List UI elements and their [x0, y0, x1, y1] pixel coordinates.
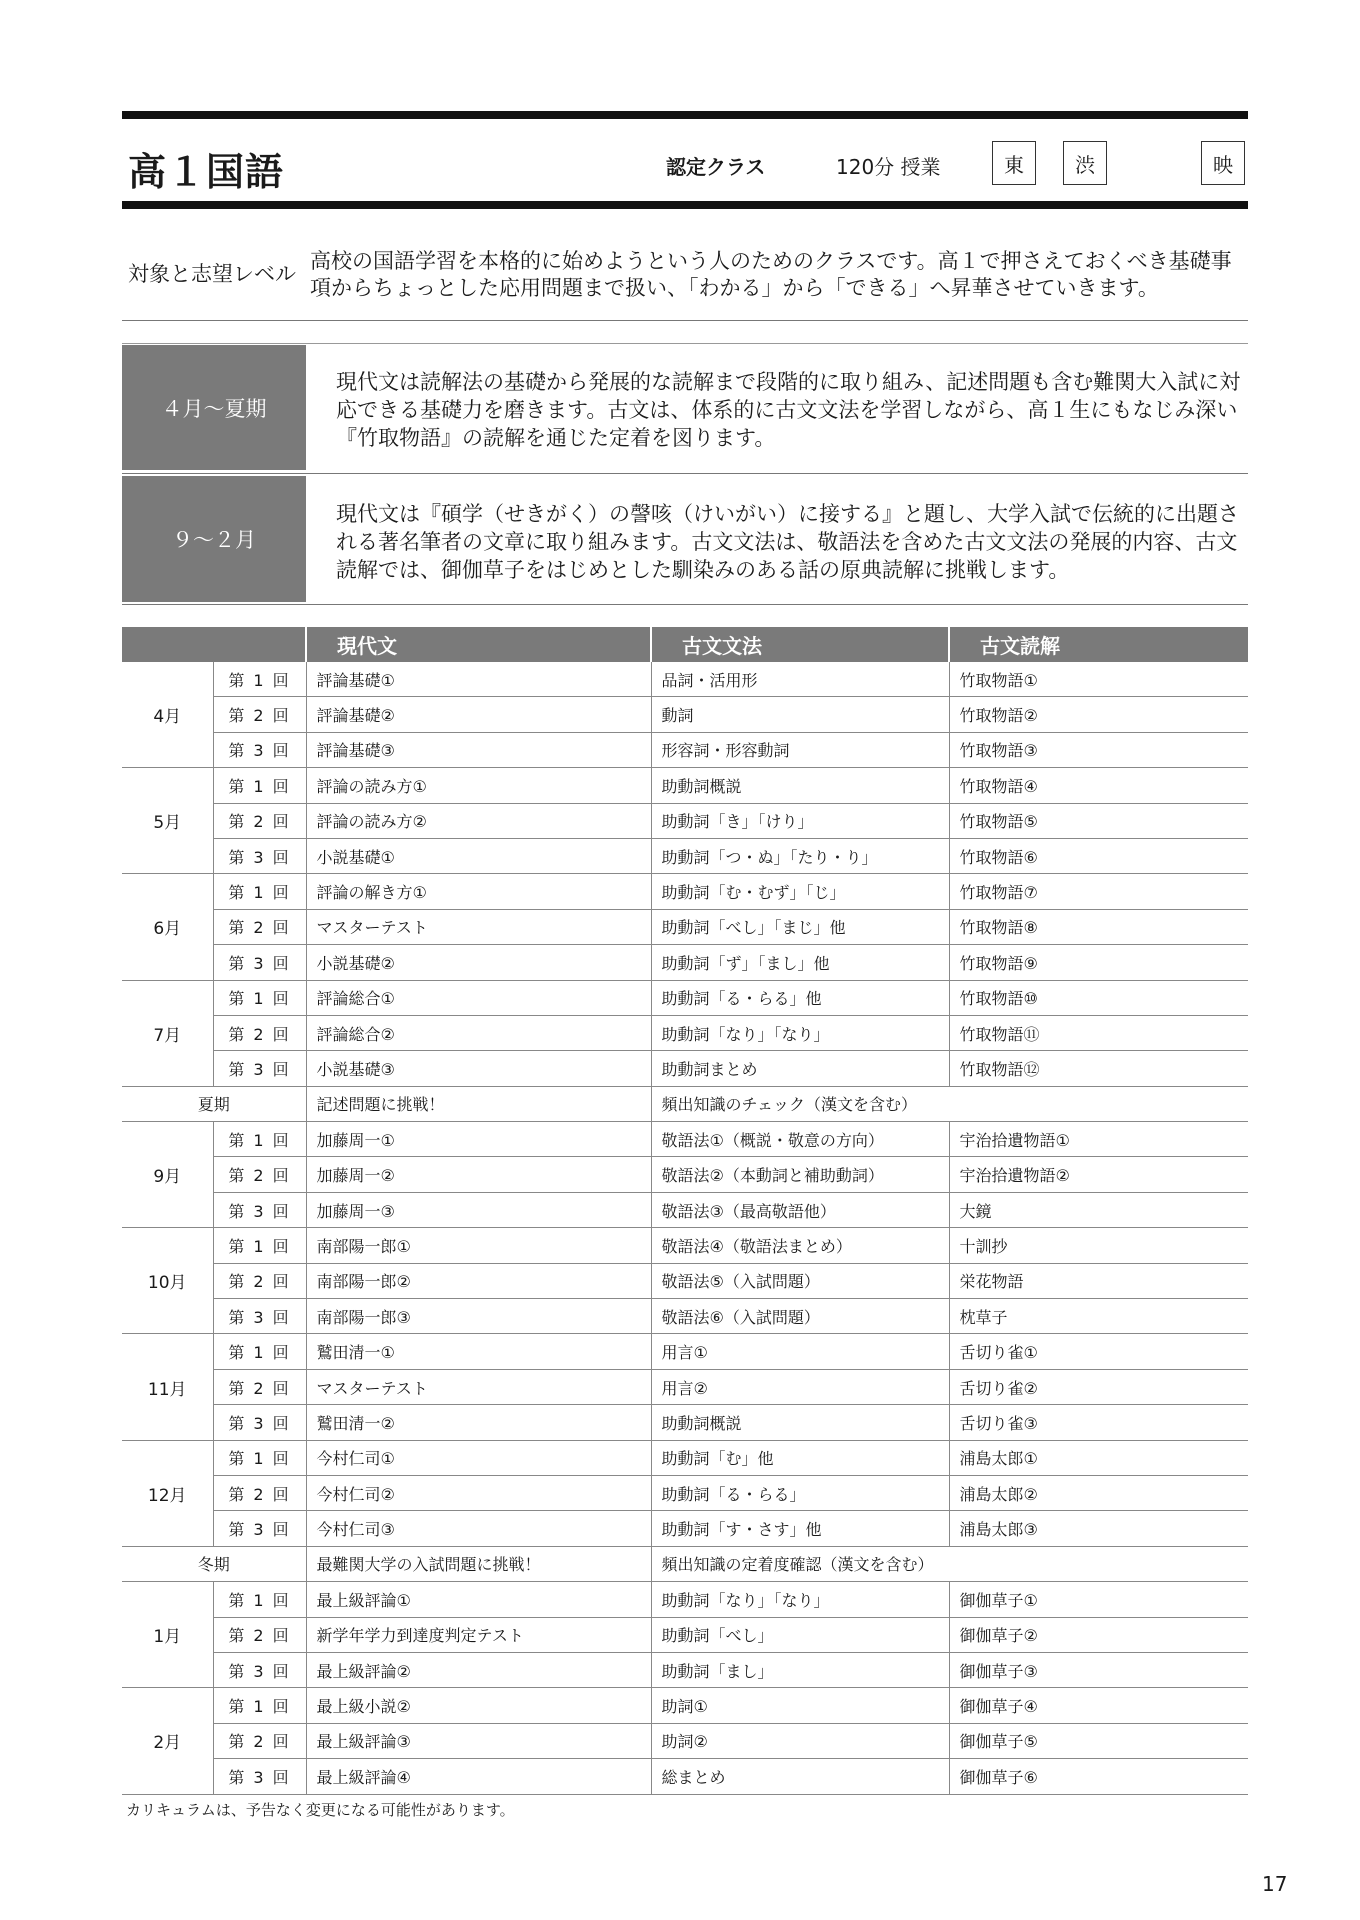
- kobun-dokkai-cell: 浦島太郎②: [949, 1475, 1248, 1510]
- gendaibun-cell: 小説基礎③: [306, 1051, 651, 1086]
- divider: [122, 604, 1248, 605]
- kobun-dokkai-cell: 御伽草子⑥: [949, 1759, 1248, 1794]
- kobun-bunpo-cell: 助動詞概説: [651, 768, 949, 803]
- kobun-dokkai-cell: 舌切り雀③: [949, 1405, 1248, 1440]
- session-label: 第 1 回: [213, 1582, 306, 1617]
- header-kobun-dokkai: 古文読解: [949, 627, 1248, 662]
- kobun-bunpo-cell: 敬語法⑤（入試問題）: [651, 1263, 949, 1298]
- gendaibun-cell: 今村仁司①: [306, 1440, 651, 1475]
- session-label: 第 1 回: [213, 1440, 306, 1475]
- period-label: ９～２月: [122, 476, 306, 602]
- table-row: [122, 1086, 1248, 1121]
- kobun-dokkai-cell: 大鏡: [949, 1192, 1248, 1227]
- table-row: [122, 732, 1248, 767]
- table-row: [122, 874, 1248, 909]
- month-label: 12月: [122, 1440, 213, 1546]
- table-row: [122, 1334, 1248, 1369]
- gendaibun-cell: 評論の読み方②: [306, 803, 651, 838]
- period-description: 現代文は読解法の基礎から発展的な読解まで段階的に取り組み、記述問題も含む難関大入試に対応できる基礎力を磨きます。古文は、体系的に古文文法を学習しながら、高１生にもなじみ深い『竹取物語』の読解を通じた定着を図ります。: [336, 370, 1241, 450]
- course-header: [122, 111, 1248, 209]
- gendaibun-cell: 評論基礎②: [306, 697, 651, 732]
- kobun-dokkai-cell: 竹取物語⑩: [949, 980, 1248, 1015]
- kobun-dokkai-cell: 竹取物語⑤: [949, 803, 1248, 838]
- kobun-bunpo-cell: 形容詞・形容動詞: [651, 732, 949, 767]
- kobun-bunpo-cell: 用言①: [651, 1334, 949, 1369]
- campus-badge: 渋: [1063, 141, 1107, 185]
- kobun-dokkai-cell: 十訓抄: [949, 1228, 1248, 1263]
- kobun-dokkai-cell: 御伽草子②: [949, 1617, 1248, 1652]
- month-label: 11月: [122, 1334, 213, 1440]
- session-label: 第 2 回: [213, 803, 306, 838]
- kobun-bunpo-cell: 敬語法①（概説・敬意の方向）: [651, 1122, 949, 1157]
- kobun-dokkai-cell: 舌切り雀①: [949, 1334, 1248, 1369]
- session-label: 第 1 回: [213, 1334, 306, 1369]
- month-label: 6月: [122, 874, 213, 980]
- kobun-dokkai-cell: 竹取物語⑫: [949, 1051, 1248, 1086]
- gendaibun-cell: 加藤周一①: [306, 1122, 651, 1157]
- session-label: 第 3 回: [213, 1405, 306, 1440]
- month-label: 7月: [122, 980, 213, 1086]
- kobun-bunpo-cell: 助詞②: [651, 1723, 949, 1758]
- gendaibun-cell: 評論基礎③: [306, 732, 651, 767]
- kobun-dokkai-cell: 御伽草子①: [949, 1582, 1248, 1617]
- kobun-bunpo-cell: 助動詞「べし」「まじ」他: [651, 909, 949, 944]
- session-label: 第 1 回: [213, 1688, 306, 1723]
- page-number: 17: [1262, 1872, 1288, 1896]
- session-label: 第 1 回: [213, 1228, 306, 1263]
- session-label: 第 3 回: [213, 1511, 306, 1546]
- header-blank: [122, 627, 306, 662]
- kobun-bunpo-cell: 助動詞「る・らる」他: [651, 980, 949, 1015]
- gendaibun-cell: 南部陽一郎①: [306, 1228, 651, 1263]
- course-title: 高１国語: [128, 150, 285, 194]
- table-row: [122, 838, 1248, 873]
- session-label: 第 2 回: [213, 909, 306, 944]
- table-row: [122, 803, 1248, 838]
- table-row: [122, 1192, 1248, 1227]
- gendaibun-cell: 南部陽一郎③: [306, 1299, 651, 1334]
- table-header-row: [122, 627, 1248, 662]
- header-kobun-bunpo: 古文文法: [651, 627, 949, 662]
- term-label: 冬期: [122, 1546, 306, 1581]
- curriculum-table: [122, 627, 1248, 1795]
- kobun-dokkai-cell: 竹取物語④: [949, 768, 1248, 803]
- gendaibun-cell: 評論の解き方①: [306, 874, 651, 909]
- gendaibun-cell: 最難関大学の入試問題に挑戦！: [306, 1546, 651, 1581]
- session-label: 第 3 回: [213, 1051, 306, 1086]
- table-row: [122, 909, 1248, 944]
- kobun-bunpo-cell: 助動詞「べし」: [651, 1617, 949, 1652]
- session-label: 第 2 回: [213, 1475, 306, 1510]
- table-row: [122, 1511, 1248, 1546]
- gendaibun-cell: 今村仁司③: [306, 1511, 651, 1546]
- kobun-bunpo-cell: 総まとめ: [651, 1759, 949, 1794]
- kobun-dokkai-cell: 栄花物語: [949, 1263, 1248, 1298]
- table-row: [122, 1051, 1248, 1086]
- table-row: [122, 768, 1248, 803]
- table-row: [122, 1617, 1248, 1652]
- kobun-bunpo-cell: 動詞: [651, 697, 949, 732]
- session-label: 第 3 回: [213, 838, 306, 873]
- kobun-dokkai-cell: 竹取物語⑧: [949, 909, 1248, 944]
- kobun-dokkai-cell: 舌切り雀②: [949, 1369, 1248, 1404]
- session-label: 第 2 回: [213, 1015, 306, 1050]
- kobun-dokkai-cell: 竹取物語③: [949, 732, 1248, 767]
- table-row: [122, 1157, 1248, 1192]
- divider: [122, 320, 1248, 321]
- target-description: 高校の国語学習を本格的に始めようという人のためのクラスです。高１で押さえておくべき基礎事項からちょっとした応用問題まで扱い、「わかる」から「できる」へ昇華させていきます。: [310, 249, 1232, 300]
- gendaibun-cell: 今村仁司②: [306, 1475, 651, 1510]
- kobun-dokkai-cell: 枕草子: [949, 1299, 1248, 1334]
- table-row: [122, 1369, 1248, 1404]
- session-label: 第 3 回: [213, 1192, 306, 1227]
- session-label: 第 1 回: [213, 874, 306, 909]
- gendaibun-cell: 最上級評論②: [306, 1652, 651, 1687]
- table-row: [122, 1440, 1248, 1475]
- kobun-bunpo-cell: 助詞①: [651, 1688, 949, 1723]
- kobun-bunpo-cell: 用言②: [651, 1369, 949, 1404]
- kobun-bunpo-cell: 助動詞「まし」: [651, 1652, 949, 1687]
- gendaibun-cell: 評論総合①: [306, 980, 651, 1015]
- table-row: [122, 1228, 1248, 1263]
- table-row: [122, 945, 1248, 980]
- kobun-bunpo-cell: 助動詞「す・さす」他: [651, 1511, 949, 1546]
- kobun-bunpo-cell: 助動詞「む・むず」「じ」: [651, 874, 949, 909]
- kobun-bunpo-cell: 品詞・活用形: [651, 662, 949, 697]
- session-label: 第 1 回: [213, 662, 306, 697]
- gendaibun-cell: マスターテスト: [306, 909, 651, 944]
- table-row: [122, 1723, 1248, 1758]
- session-label: 第 3 回: [213, 1652, 306, 1687]
- kobun-bunpo-cell: 助動詞「む」他: [651, 1440, 949, 1475]
- kobun-bunpo-cell: 助動詞概説: [651, 1405, 949, 1440]
- kobun-dokkai-cell: 竹取物語⑨: [949, 945, 1248, 980]
- gendaibun-cell: 小説基礎②: [306, 945, 651, 980]
- campus-badge: 映: [1201, 141, 1245, 185]
- table-row: [122, 1405, 1248, 1440]
- kobun-bunpo-cell: 頻出知識の定着度確認（漢文を含む）: [651, 1546, 1248, 1581]
- class-type: 認定クラス: [666, 155, 766, 179]
- session-label: 第 2 回: [213, 1617, 306, 1652]
- kobun-dokkai-cell: 宇治拾遺物語①: [949, 1122, 1248, 1157]
- session-label: 第 2 回: [213, 697, 306, 732]
- lesson-duration: 120分 授業: [836, 155, 941, 179]
- kobun-bunpo-cell: 敬語法⑥（入試問題）: [651, 1299, 949, 1334]
- kobun-bunpo-cell: 助動詞「ず」「まし」他: [651, 945, 949, 980]
- kobun-dokkai-cell: 竹取物語⑪: [949, 1015, 1248, 1050]
- gendaibun-cell: 小説基礎①: [306, 838, 651, 873]
- curriculum-note: カリキュラムは、予告なく変更になる可能性があります。: [126, 1801, 515, 1819]
- month-label: 10月: [122, 1228, 213, 1334]
- campus-badge: 東: [992, 141, 1036, 185]
- table-row: [122, 1688, 1248, 1723]
- table-row: [122, 1582, 1248, 1617]
- month-label: 9月: [122, 1122, 213, 1228]
- session-label: 第 1 回: [213, 1122, 306, 1157]
- gendaibun-cell: 南部陽一郎②: [306, 1263, 651, 1298]
- kobun-dokkai-cell: 竹取物語②: [949, 697, 1248, 732]
- divider: [122, 343, 1248, 344]
- gendaibun-cell: 記述問題に挑戦！: [306, 1086, 651, 1121]
- table-row: [122, 1263, 1248, 1298]
- session-label: 第 2 回: [213, 1723, 306, 1758]
- session-label: 第 3 回: [213, 945, 306, 980]
- table-row: [122, 1546, 1248, 1581]
- session-label: 第 2 回: [213, 1263, 306, 1298]
- kobun-bunpo-cell: 頻出知識のチェック（漢文を含む）: [651, 1086, 1248, 1121]
- gendaibun-cell: 加藤周一③: [306, 1192, 651, 1227]
- gendaibun-cell: 評論総合②: [306, 1015, 651, 1050]
- table-row: [122, 1122, 1248, 1157]
- table-row: [122, 697, 1248, 732]
- kobun-bunpo-cell: 助動詞「き」「けり」: [651, 803, 949, 838]
- kobun-dokkai-cell: 浦島太郎①: [949, 1440, 1248, 1475]
- period-description: 現代文は『碩学（せきがく）の謦咳（けいがい）に接する』と題し、大学入試で伝統的に出題される著名筆者の文章に取り組みます。古文文法は、敬語法を含めた古文文法の発展的内容、古文読解では、御伽草子をはじめとした馴染みのある話の原典読解に挑戦します。: [336, 502, 1239, 582]
- kobun-dokkai-cell: 竹取物語①: [949, 662, 1248, 697]
- table-row: [122, 980, 1248, 1015]
- gendaibun-cell: 鷲田清一①: [306, 1334, 651, 1369]
- kobun-bunpo-cell: 敬語法③（最高敬語他）: [651, 1192, 949, 1227]
- gendaibun-cell: 最上級評論③: [306, 1723, 651, 1758]
- session-label: 第 3 回: [213, 1759, 306, 1794]
- table-row: [122, 1759, 1248, 1794]
- kobun-dokkai-cell: 御伽草子③: [949, 1652, 1248, 1687]
- table-row: [122, 662, 1248, 697]
- kobun-dokkai-cell: 宇治拾遺物語②: [949, 1157, 1248, 1192]
- session-label: 第 3 回: [213, 732, 306, 767]
- month-label: 1月: [122, 1582, 213, 1688]
- kobun-bunpo-cell: 助動詞「つ・ぬ」「たり・り」: [651, 838, 949, 873]
- kobun-dokkai-cell: 竹取物語⑥: [949, 838, 1248, 873]
- target-label: 対象と志望レベル: [128, 262, 296, 286]
- session-label: 第 3 回: [213, 1299, 306, 1334]
- gendaibun-cell: 評論の読み方①: [306, 768, 651, 803]
- kobun-bunpo-cell: 助動詞「なり」「なり」: [651, 1582, 949, 1617]
- session-label: 第 2 回: [213, 1157, 306, 1192]
- gendaibun-cell: 最上級評論①: [306, 1582, 651, 1617]
- table-row: [122, 1652, 1248, 1687]
- kobun-bunpo-cell: 助動詞「なり」「なり」: [651, 1015, 949, 1050]
- session-label: 第 1 回: [213, 768, 306, 803]
- gendaibun-cell: 鷲田清一②: [306, 1405, 651, 1440]
- session-label: 第 2 回: [213, 1369, 306, 1404]
- gendaibun-cell: 評論基礎①: [306, 662, 651, 697]
- month-label: 5月: [122, 768, 213, 874]
- month-label: 2月: [122, 1688, 213, 1794]
- session-label: 第 1 回: [213, 980, 306, 1015]
- divider: [122, 473, 1248, 474]
- period-label: ４月～夏期: [122, 345, 306, 470]
- kobun-bunpo-cell: 敬語法②（本動詞と補助動詞）: [651, 1157, 949, 1192]
- kobun-dokkai-cell: 御伽草子④: [949, 1688, 1248, 1723]
- table-row: [122, 1475, 1248, 1510]
- kobun-dokkai-cell: 御伽草子⑤: [949, 1723, 1248, 1758]
- gendaibun-cell: マスターテスト: [306, 1369, 651, 1404]
- kobun-dokkai-cell: 浦島太郎③: [949, 1511, 1248, 1546]
- kobun-bunpo-cell: 敬語法④（敬語法まとめ）: [651, 1228, 949, 1263]
- gendaibun-cell: 最上級評論④: [306, 1759, 651, 1794]
- term-label: 夏期: [122, 1086, 306, 1121]
- table-row: [122, 1015, 1248, 1050]
- kobun-bunpo-cell: 助動詞まとめ: [651, 1051, 949, 1086]
- table-row: [122, 1299, 1248, 1334]
- gendaibun-cell: 新学年学力到達度判定テスト: [306, 1617, 651, 1652]
- month-label: 4月: [122, 662, 213, 768]
- kobun-dokkai-cell: 竹取物語⑦: [949, 874, 1248, 909]
- gendaibun-cell: 最上級小説②: [306, 1688, 651, 1723]
- kobun-bunpo-cell: 助動詞「る・らる」: [651, 1475, 949, 1510]
- header-gendaibun: 現代文: [306, 627, 651, 662]
- gendaibun-cell: 加藤周一②: [306, 1157, 651, 1192]
